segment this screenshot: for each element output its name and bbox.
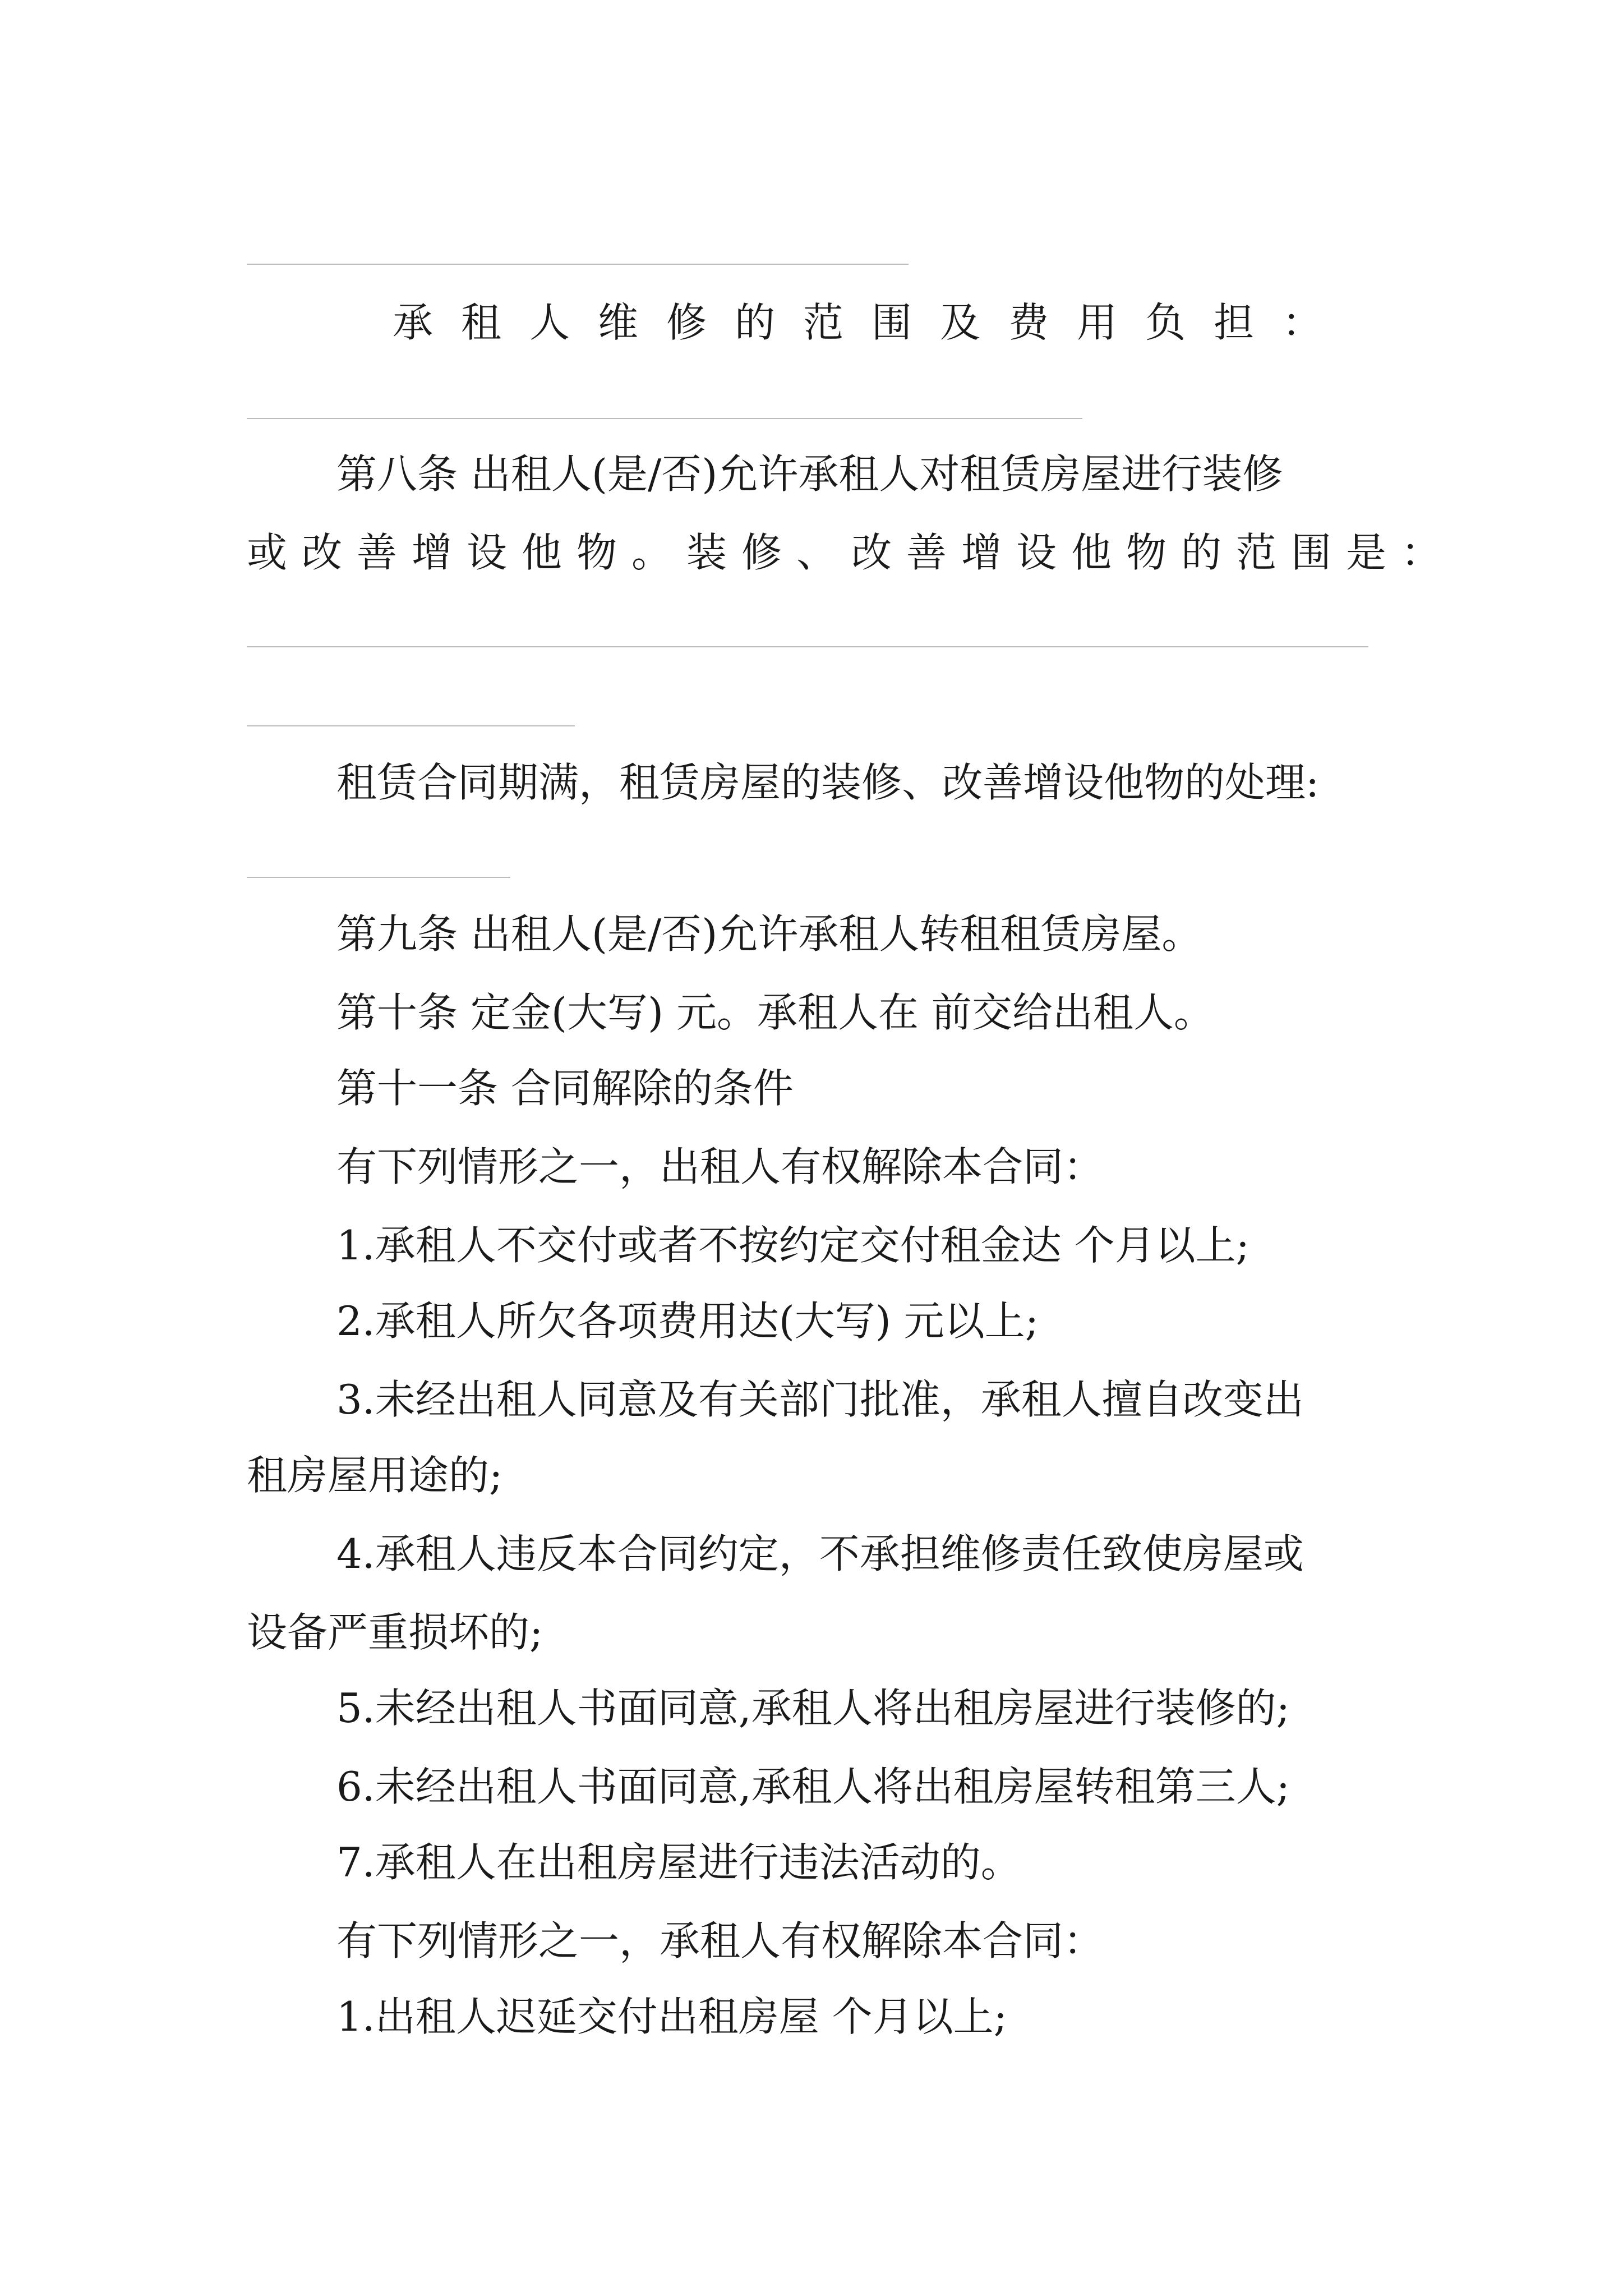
list-item: 4.承租人违反本合同约定，不承担维修责任致使房屋或: [336, 1530, 1304, 1577]
blank-fill-line: [247, 646, 1368, 647]
blank-fill-line: [247, 725, 575, 726]
list-item: 1.出租人迟延交付出租房屋 个月以上;: [336, 1993, 1007, 2040]
blank-fill-line: [247, 264, 909, 265]
list-item: 5.未经出租人书面同意,承租人将出租房屋进行装修的;: [336, 1685, 1290, 1732]
list-item: 6.未经出租人书面同意,承租人将出租房屋转租第三人;: [336, 1763, 1290, 1810]
list-item: 7.承租人在出租房屋进行违法活动的。: [336, 1839, 1021, 1886]
paragraph-line: 第十条 定金(大写) 元。承租人在 前交给出租人。: [336, 989, 1214, 1036]
blank-fill-line: [247, 418, 1082, 419]
paragraph-line: 租赁合同期满，租赁房屋的装修、改善增设他物的处理:: [336, 759, 1320, 806]
paragraph-line: 有下列情形之一，承租人有权解除本合同：: [336, 1917, 1104, 1964]
list-item: 2.承租人所欠各项费用达(大写) 元以上;: [336, 1297, 1039, 1345]
paragraph-line: 第九条 出租人(是/否)允许承租人转租租赁房屋。: [336, 910, 1202, 958]
section-heading: 第十一条 合同解除的条件: [336, 1065, 794, 1112]
list-item-continuation: 设备严重损坏的;: [247, 1609, 543, 1656]
blank-fill-line: [247, 877, 510, 878]
list-item-continuation: 租房屋用途的;: [247, 1452, 503, 1499]
paragraph-line: 有下列情形之一，出租人有权解除本合同：: [336, 1143, 1104, 1190]
list-item: 1.承租人不交付或者不按约定交付租金达 个月以上;: [336, 1222, 1249, 1269]
paragraph-line: 或改善增设他物。装修、改善增设他物的范围是：: [247, 529, 1456, 576]
list-item: 3.未经出租人同意及有关部门批准，承租人擅自改变出: [336, 1376, 1304, 1423]
paragraph-line: 承租人维修的范围及费用负担：: [393, 299, 1351, 346]
paragraph-line: 第八条 出租人(是/否)允许承租人对租赁房屋进行装修: [336, 450, 1283, 498]
